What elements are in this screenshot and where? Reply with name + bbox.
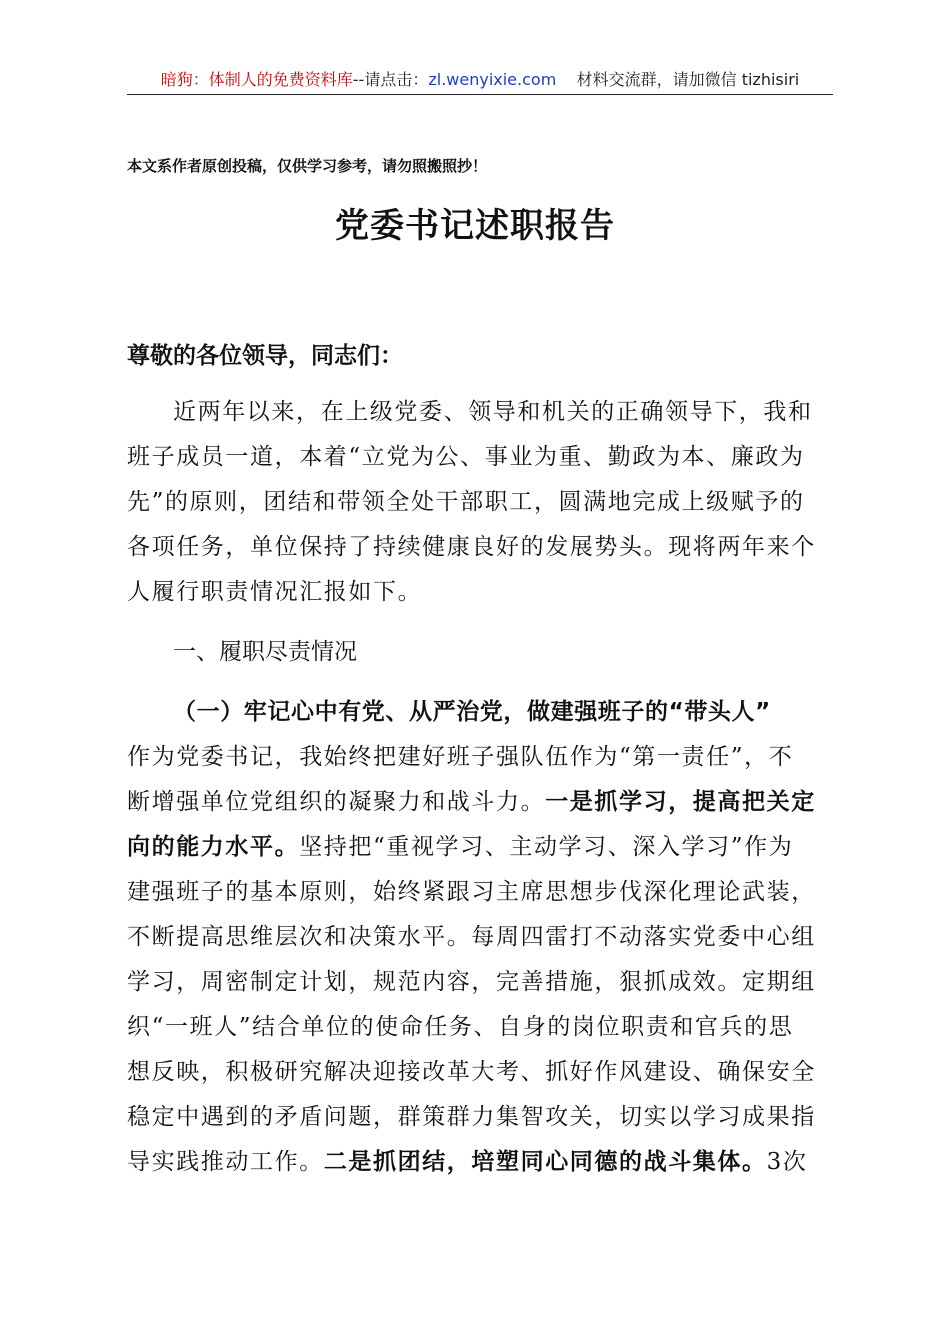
header-url-link[interactable]: zl.wenyixie.com — [428, 70, 557, 89]
intro-line: 人履行职责情况汇报如下。 — [127, 579, 423, 605]
body-text: 坚持把“重视学习、主动学习、深入学习”作为 — [299, 834, 794, 860]
body-line: 织“一班人”结合单位的使命任务、自身的岗位职责和官兵的思 — [127, 1014, 794, 1040]
body-line — [127, 1142, 807, 1182]
intro-line: 班子成员一道，本着“立党为公、事业为重、勤政为本、廉政为 — [127, 444, 805, 470]
disclaimer-text: 本文系作者原创投稿，仅供学习参考，请勿照搬照抄！ — [127, 157, 488, 175]
body-line — [127, 827, 793, 867]
body-line: 不断提高思维层次和决策水平。每周四雷打不动落实党委中心组 — [127, 924, 816, 950]
body-text: 断增强单位党组织的凝聚力和战斗力。 — [127, 789, 546, 815]
greeting: 尊敬的各位领导，同志们： — [127, 343, 403, 369]
header-brand: 暗狗：体制人的免费资料库 — [160, 70, 353, 89]
body-emphasis: 向的能力水平。 — [127, 834, 300, 860]
body-emphasis: 二是抓团结，培塑同心同德的战斗集体。 — [323, 1149, 767, 1175]
body-line: 学习，周密制定计划，规范内容，完善措施，狠抓成效。定期组 — [127, 969, 816, 995]
intro-line: 各项任务，单位保持了持续健康良好的发展势头。现将两年来个 — [127, 534, 816, 560]
header-wechat: 材料交流群，请加微信 tizhisiri — [576, 70, 800, 89]
page-header — [127, 66, 833, 94]
header-click-prompt: --请点击： — [352, 70, 429, 89]
body-line: 建强班子的基本原则，始终紧跟习主席思想步伐深化理论武装， — [127, 879, 816, 905]
section-heading: 一、履职尽责情况 — [173, 639, 357, 665]
body-line: 稳定中遇到的矛盾问题，群策群力集智攻关，切实以学习成果指 — [127, 1104, 816, 1130]
body-emphasis: 一是抓学习，提高把关定 — [545, 789, 816, 815]
document-title: 党委书记述职报告 — [335, 206, 615, 246]
body-line: 想反映，积极研究解决迎接改革大考、抓好作风建设、确保安全 — [127, 1059, 816, 1085]
body-text: 导实践推动工作。 — [127, 1149, 324, 1175]
body-text: 3次 — [766, 1149, 808, 1175]
intro-line: 先”的原则，团结和带领全处干部职工，圆满地完成上级赋予的 — [127, 489, 805, 515]
intro-line: 近两年以来，在上级党委、领导和机关的正确领导下，我和 — [173, 399, 813, 425]
body-line — [127, 782, 816, 822]
body-line: 作为党委书记，我始终把建好班子强队伍作为“第一责任”，不 — [127, 744, 794, 770]
subsection-heading: （一）牢记心中有党、从严治党，做建强班子的“带头人” — [173, 699, 771, 725]
header-divider — [127, 94, 833, 95]
